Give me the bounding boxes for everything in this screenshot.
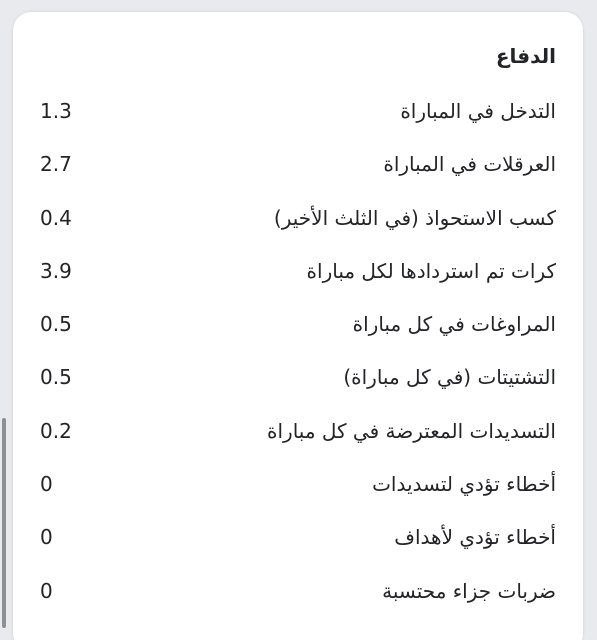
stat-value: 3.9 xyxy=(40,258,72,283)
stat-label: أخطاء تؤدي لتسديدات xyxy=(372,472,556,497)
section-title: الدفاع xyxy=(495,44,556,68)
stat-row-dribbled-past xyxy=(13,298,583,351)
stat-label: العرقلات في المباراة xyxy=(383,152,556,177)
stat-value: 0 xyxy=(40,525,53,550)
stat-label: التسديدات المعترضة في كل مباراة xyxy=(267,418,556,443)
stat-row-possession-won-final-third xyxy=(13,192,583,245)
stat-label: المراوغات في كل مباراة xyxy=(352,312,556,337)
stat-label: التشتيتات (في كل مباراة) xyxy=(343,365,556,390)
stat-value: 1.3 xyxy=(40,99,72,123)
scrollbar[interactable] xyxy=(2,418,6,628)
stats-list xyxy=(13,85,583,618)
defense-stats-card xyxy=(13,12,583,640)
stat-value: 2.7 xyxy=(40,152,72,177)
stat-row-interceptions xyxy=(13,85,583,138)
stat-row-tackles xyxy=(13,138,583,191)
stat-value: 0 xyxy=(40,472,53,497)
stat-label: كرات تم استردادها لكل مباراة xyxy=(306,258,556,283)
stat-row-errors-leading-to-goal xyxy=(13,511,583,564)
stat-value: 0.5 xyxy=(40,312,72,337)
stat-row-penalties-committed xyxy=(13,565,583,618)
stat-value: 0 xyxy=(40,578,53,603)
stat-row-balls-recovered xyxy=(13,245,583,298)
stat-label: ضربات جزاء محتسبة xyxy=(382,578,556,603)
stat-label: كسب الاستحواذ (في الثلث الأخير) xyxy=(273,205,556,230)
stat-row-errors-leading-to-shot xyxy=(13,458,583,511)
stat-value: 0.2 xyxy=(40,418,72,443)
stat-row-blocked-shots xyxy=(13,405,583,458)
stat-value: 0.5 xyxy=(40,365,72,390)
stat-value: 0.4 xyxy=(40,205,72,230)
stat-label: التدخل في المباراة xyxy=(400,99,556,123)
stat-row-clearances xyxy=(13,351,583,404)
stat-label: أخطاء تؤدي لأهداف xyxy=(394,525,556,550)
